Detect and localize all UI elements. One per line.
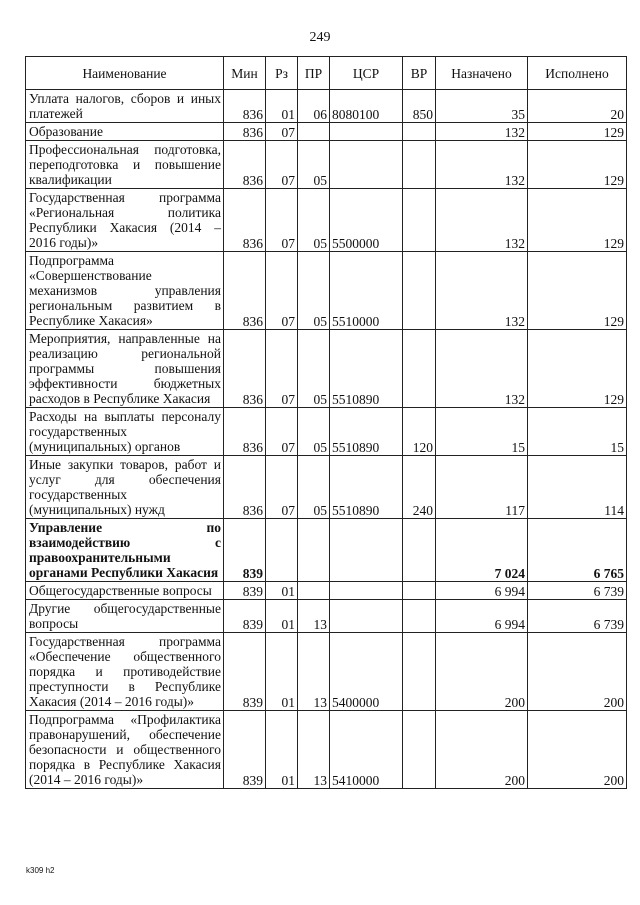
- cell-pr: [298, 582, 330, 600]
- cell-name: Профессиональная подготовка, переподготовка и повышение квалификации: [26, 141, 224, 189]
- cell-csr: [330, 123, 403, 141]
- cell-vr: [403, 582, 436, 600]
- cell-min: 836: [224, 123, 266, 141]
- cell-executed: 200: [528, 633, 627, 711]
- cell-assigned: 15: [436, 408, 528, 456]
- table-row: [26, 408, 627, 456]
- cell-executed: 114: [528, 456, 627, 519]
- cell-rz: 01: [266, 711, 298, 789]
- cell-csr: 5500000: [330, 189, 403, 252]
- table-row: [26, 582, 627, 600]
- cell-executed: 200: [528, 711, 627, 789]
- cell-vr: [403, 252, 436, 330]
- cell-vr: [403, 123, 436, 141]
- cell-min: 839: [224, 582, 266, 600]
- cell-csr: 5510890: [330, 456, 403, 519]
- cell-assigned: 6 994: [436, 582, 528, 600]
- cell-rz: 07: [266, 189, 298, 252]
- header-assigned: Назначено: [436, 57, 528, 90]
- cell-assigned: 35: [436, 90, 528, 123]
- cell-rz: 01: [266, 582, 298, 600]
- cell-rz: 01: [266, 633, 298, 711]
- cell-executed: 129: [528, 141, 627, 189]
- cell-name: Подпрограмма «Совершенствование механизмов управления региональным развитием в Республике Хакасия»: [26, 252, 224, 330]
- cell-pr: 05: [298, 456, 330, 519]
- cell-assigned: 6 994: [436, 600, 528, 633]
- cell-pr: [298, 123, 330, 141]
- cell-csr: 5400000: [330, 633, 403, 711]
- cell-vr: [403, 141, 436, 189]
- cell-pr: 06: [298, 90, 330, 123]
- cell-csr: 5510890: [330, 408, 403, 456]
- header-name: Наименование: [26, 57, 224, 90]
- cell-vr: [403, 519, 436, 582]
- cell-name: Общегосударственные вопросы: [26, 582, 224, 600]
- cell-name: Иные закупки товаров, работ и услуг для обеспечения государственных (муниципальных) нужд: [26, 456, 224, 519]
- cell-csr: 8080100: [330, 90, 403, 123]
- table-row: [26, 519, 627, 582]
- cell-vr: [403, 600, 436, 633]
- cell-assigned: 200: [436, 711, 528, 789]
- cell-pr: 05: [298, 330, 330, 408]
- cell-name: Уплата налогов, сборов и иных платежей: [26, 90, 224, 123]
- cell-csr: [330, 519, 403, 582]
- table-row: [26, 141, 627, 189]
- cell-executed: 6 739: [528, 582, 627, 600]
- cell-min: 836: [224, 90, 266, 123]
- cell-pr: [298, 519, 330, 582]
- cell-min: 836: [224, 408, 266, 456]
- cell-name: Управление по взаимодействию с правоохранительными органами Республики Хакасия: [26, 519, 224, 582]
- cell-min: 839: [224, 633, 266, 711]
- cell-executed: 6 739: [528, 600, 627, 633]
- cell-executed: 6 765: [528, 519, 627, 582]
- cell-assigned: 7 024: [436, 519, 528, 582]
- table-row: [26, 456, 627, 519]
- cell-name: Расходы на выплаты персоналу государственных (муниципальных) органов: [26, 408, 224, 456]
- cell-name: Другие общегосударственные вопросы: [26, 600, 224, 633]
- cell-csr: [330, 141, 403, 189]
- cell-executed: 129: [528, 330, 627, 408]
- header-rz: Рз: [266, 57, 298, 90]
- cell-pr: 13: [298, 600, 330, 633]
- cell-vr: [403, 633, 436, 711]
- table-body: [26, 90, 627, 789]
- cell-csr: 5410000: [330, 711, 403, 789]
- cell-name: Государственная программа «Обеспечение общественного порядка и противодействие преступности в Республике Хакасия (2014 – 2016 годы)»: [26, 633, 224, 711]
- cell-pr: 13: [298, 633, 330, 711]
- cell-executed: 129: [528, 252, 627, 330]
- table-header-row: [26, 57, 627, 90]
- cell-rz: 07: [266, 252, 298, 330]
- cell-executed: 15: [528, 408, 627, 456]
- table-row: [26, 90, 627, 123]
- table-row: [26, 252, 627, 330]
- cell-assigned: 132: [436, 330, 528, 408]
- budget-table: [25, 56, 627, 789]
- table-row: [26, 189, 627, 252]
- cell-min: 839: [224, 711, 266, 789]
- table-row: [26, 711, 627, 789]
- footer-code: k309 h2: [26, 866, 55, 875]
- cell-rz: 01: [266, 600, 298, 633]
- header-vr: ВР: [403, 57, 436, 90]
- cell-assigned: 117: [436, 456, 528, 519]
- cell-rz: 07: [266, 408, 298, 456]
- table-row: [26, 123, 627, 141]
- cell-assigned: 132: [436, 252, 528, 330]
- cell-assigned: 200: [436, 633, 528, 711]
- cell-min: 839: [224, 600, 266, 633]
- cell-vr: [403, 711, 436, 789]
- cell-name: Образование: [26, 123, 224, 141]
- cell-csr: [330, 582, 403, 600]
- cell-vr: 120: [403, 408, 436, 456]
- table-row: [26, 633, 627, 711]
- cell-executed: 129: [528, 189, 627, 252]
- cell-rz: 07: [266, 330, 298, 408]
- cell-min: 836: [224, 189, 266, 252]
- cell-min: 836: [224, 141, 266, 189]
- header-executed: Исполнено: [528, 57, 627, 90]
- cell-vr: [403, 189, 436, 252]
- cell-csr: 5510000: [330, 252, 403, 330]
- cell-assigned: 132: [436, 189, 528, 252]
- cell-rz: 01: [266, 90, 298, 123]
- cell-rz: [266, 519, 298, 582]
- cell-name: Мероприятия, направленные на реализацию региональной программы повышения эффективности бюджетных расходов в Республике Хакасия: [26, 330, 224, 408]
- cell-assigned: 132: [436, 141, 528, 189]
- page-number: 249: [309, 30, 331, 45]
- cell-executed: 129: [528, 123, 627, 141]
- cell-vr: 850: [403, 90, 436, 123]
- cell-assigned: 132: [436, 123, 528, 141]
- cell-csr: [330, 600, 403, 633]
- cell-pr: 05: [298, 252, 330, 330]
- cell-pr: 05: [298, 408, 330, 456]
- cell-min: 836: [224, 252, 266, 330]
- cell-pr: 13: [298, 711, 330, 789]
- table-row: [26, 330, 627, 408]
- cell-min: 839: [224, 519, 266, 582]
- header-pr: ПР: [298, 57, 330, 90]
- cell-rz: 07: [266, 456, 298, 519]
- cell-min: 836: [224, 456, 266, 519]
- cell-executed: 20: [528, 90, 627, 123]
- cell-pr: 05: [298, 189, 330, 252]
- cell-name: Подпрограмма «Профилактика правонарушений, обеспечение безопасности и общественного порядка в Республике Хакасия (2014 – 2016 годы)»: [26, 711, 224, 789]
- cell-rz: 07: [266, 123, 298, 141]
- table-row: [26, 600, 627, 633]
- cell-min: 836: [224, 330, 266, 408]
- cell-vr: 240: [403, 456, 436, 519]
- header-min: Мин: [224, 57, 266, 90]
- header-csr: ЦСР: [330, 57, 403, 90]
- cell-pr: 05: [298, 141, 330, 189]
- cell-name: Государственная программа «Региональная политика Республики Хакасия (2014 – 2016 годы)»: [26, 189, 224, 252]
- cell-vr: [403, 330, 436, 408]
- cell-rz: 07: [266, 141, 298, 189]
- cell-csr: 5510890: [330, 330, 403, 408]
